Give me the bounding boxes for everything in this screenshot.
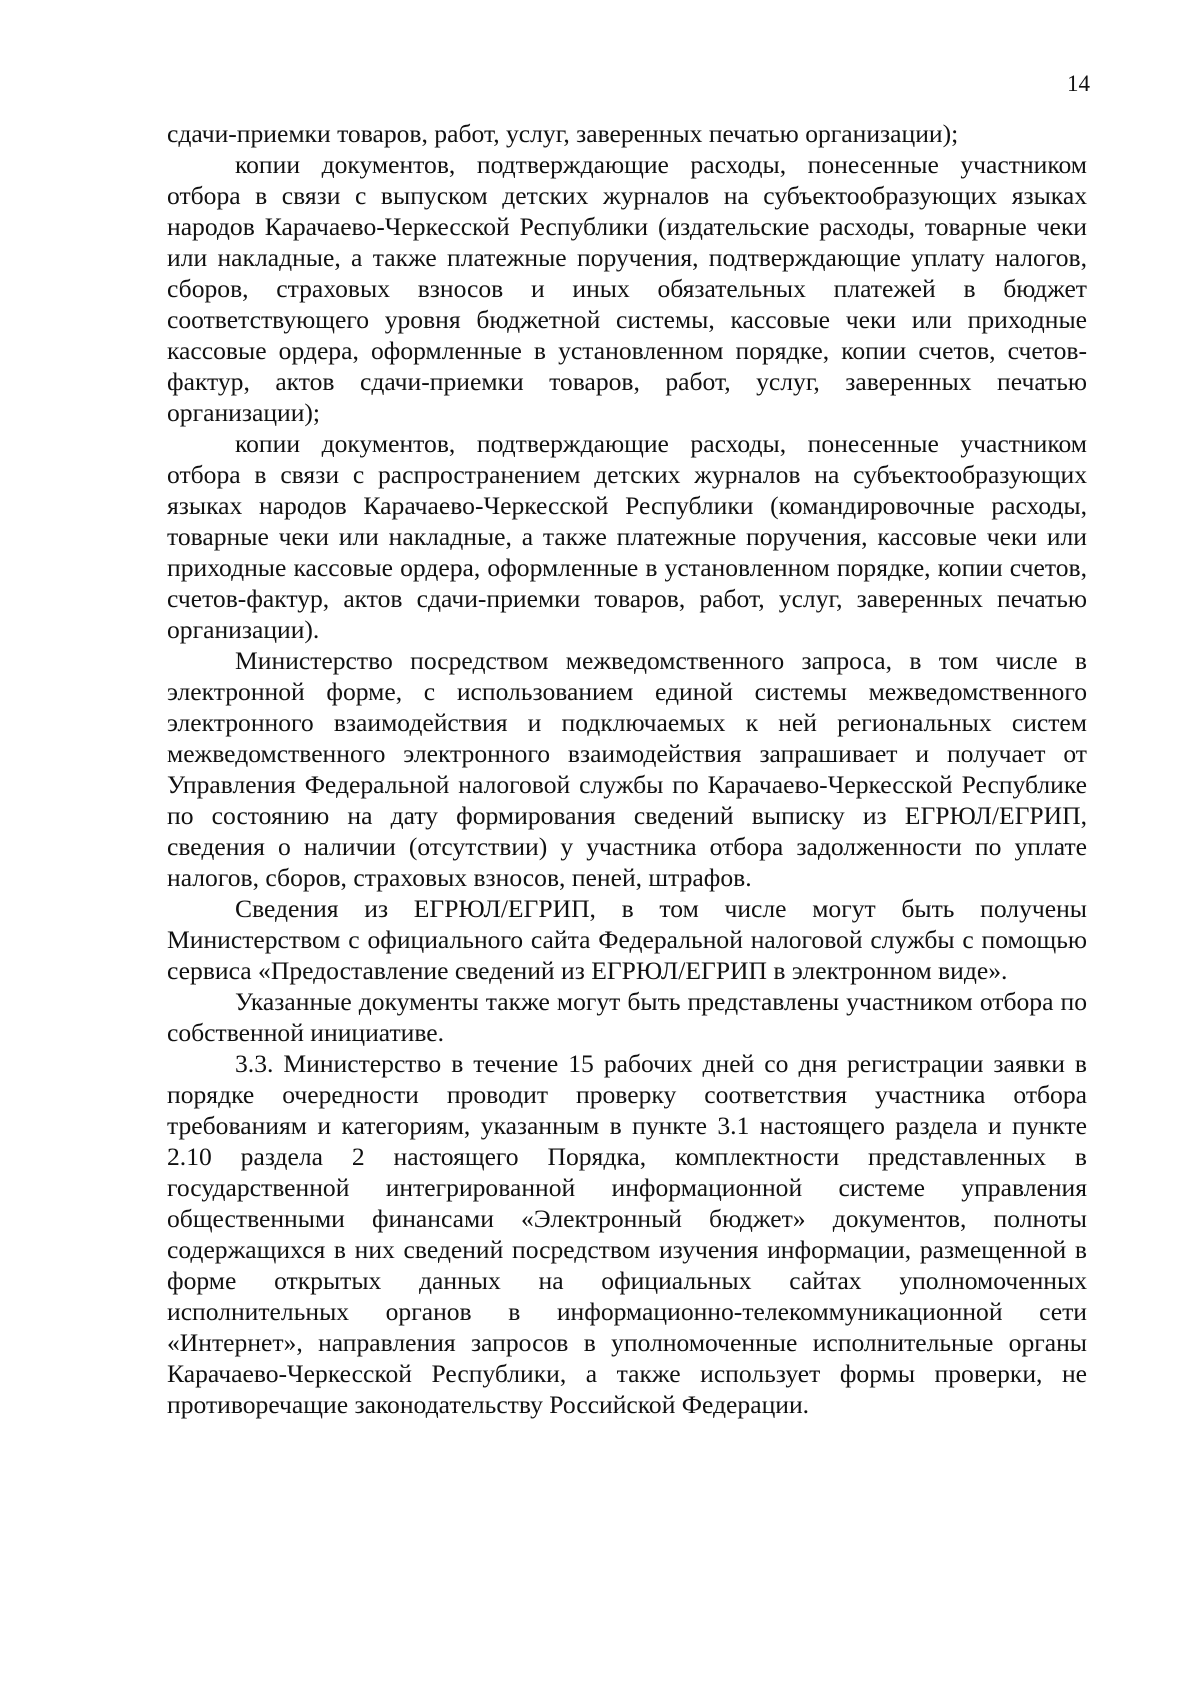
paragraph-section-3-3: 3.3. Министерство в течение 15 рабочих дней со дня регистрации заявки в порядке очередности проводит проверку соответствия участника отбора требованиям и категориям, указанным в пункте 3.1 настоящего раздела и пункте 2.10 раздела 2 настоящего Порядка, комплектности представленных в государственной интегрированной информационной системе управления общественными финансами «Электронный бюджет» документов, полноты содержащихся в них сведений посредством изучения информации, размещенной в форме открытых данных на официальных сайтах уполномоченных исполнительных органов в информационно-телекоммуникационной сети «Интернет», направления запросов в уполномоченные исполнительные органы Карачаево-Черкесской Республики, а также использует формы проверки, не противоречащие законодательству Российской Федерации. — [167, 1049, 1087, 1419]
paragraph-continuation: сдачи-приемки товаров, работ, услуг, заверенных печатью организации); — [167, 119, 959, 148]
paragraph-interagency-request: Министерство посредством межведомственного запроса, в том числе в электронной форме, с использованием единой системы межведомственного электронного взаимодействия и подключаемых к ней региональных систем межведомственного электронного взаимодействия запрашивает и получает от Управления Федеральной налоговой службы по Карачаево-Черкесской Республике по состоянию на дату формирования сведений выписку из ЕГРЮЛ/ЕГРИП, сведения о наличии (отсутствии) у участника отбора задолженности по уплате налогов, сборов, страховых взносов, пеней, штрафов. — [167, 646, 1087, 892]
paragraph-distribution-expenses: копии документов, подтверждающие расходы, понесенные участником отбора в связи с распространением детских журналов на субъектообразующих языках народов Карачаево-Черкесской Республики (командировочные расходы, товарные чеки или накладные, а также платежные поручения, кассовые чеки или приходные кассовые ордера, оформленные в установленном порядке, копии счетов, счетов-фактур, актов сдачи-приемки товаров, работ, услуг, заверенных печатью организации). — [167, 429, 1087, 644]
paragraph-own-initiative: Указанные документы также могут быть представлены участником отбора по собственной инициативе. — [167, 987, 1087, 1047]
paragraph-egrul-info: Сведения из ЕГРЮЛ/ЕГРИП, в том числе могут быть получены Министерством с официального сайта Федеральной налоговой службы с помощью сервиса «Предоставление сведений из ЕГРЮЛ/ЕГРИП в электронном виде». — [167, 894, 1087, 985]
paragraph-publishing-expenses: копии документов, подтверждающие расходы, понесенные участником отбора в связи с выпуском детских журналов на субъектообразующих языках народов Карачаево-Черкесской Республики (издательские расходы, товарные чеки или накладные, а также платежные поручения, подтверждающие уплату налогов, сборов, страховых взносов и иных обязательных платежей в бюджет соответствующего уровня бюджетной системы, кассовые чеки или приходные кассовые ордера, оформленные в установленном порядке, копии счетов, счетов-фактур, актов сдачи-приемки товаров, работ, услуг, заверенных печатью организации); — [167, 150, 1087, 427]
document-body — [167, 118, 1087, 1420]
page-number: 14 — [1067, 71, 1090, 96]
